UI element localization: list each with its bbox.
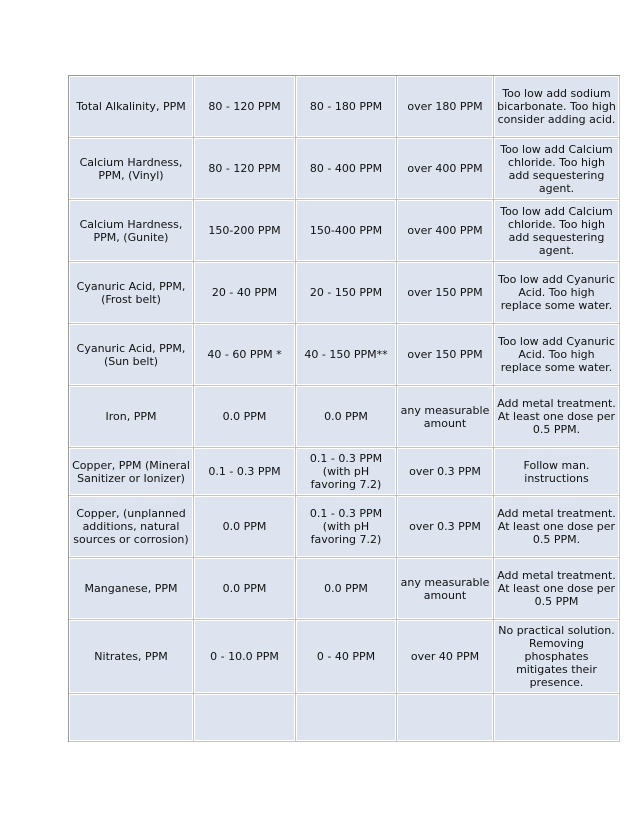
ideal-range-cell: 0.0 PPM [194, 496, 296, 558]
table-row [69, 558, 620, 620]
parameter-cell: Total Alkalinity, PPM [69, 76, 194, 138]
ideal-range-cell: 0.1 - 0.3 PPM [194, 448, 296, 496]
remedy-cell: Too low add sodium bicarbonate. Too high consider adding acid. [494, 76, 620, 138]
action-level-cell: any measurable amount [397, 558, 494, 620]
remedy-cell: Add metal treatment. At least one dose per 0.5 PPM [494, 558, 620, 620]
action-level-cell: over 180 PPM [397, 76, 494, 138]
ideal-range-cell: 40 - 60 PPM * [194, 324, 296, 386]
acceptable-range-cell: 0.0 PPM [296, 386, 397, 448]
remedy-cell: Too low add Cyanuric Acid. Too high replace some water. [494, 262, 620, 324]
action-level-cell: any measurable amount [397, 386, 494, 448]
water-chemistry-table [68, 75, 620, 742]
parameter-cell: Cyanuric Acid, PPM, (Frost belt) [69, 262, 194, 324]
acceptable-range-cell: 80 - 180 PPM [296, 76, 397, 138]
table-row [69, 448, 620, 496]
parameter-cell: Cyanuric Acid, PPM, (Sun belt) [69, 324, 194, 386]
ideal-range-cell: 80 - 120 PPM [194, 138, 296, 200]
table-row [69, 76, 620, 138]
remedy-cell: Too low add Calcium chloride. Too high add sequestering agent. [494, 138, 620, 200]
action-level-cell: over 0.3 PPM [397, 496, 494, 558]
action-level-cell: over 0.3 PPM [397, 448, 494, 496]
remedy-cell [494, 694, 620, 742]
acceptable-range-cell: 20 - 150 PPM [296, 262, 397, 324]
acceptable-range-cell: 40 - 150 PPM** [296, 324, 397, 386]
action-level-cell: over 150 PPM [397, 262, 494, 324]
table-row [69, 324, 620, 386]
table-row [69, 386, 620, 448]
remedy-cell: Too low add Calcium chloride. Too high add sequestering agent. [494, 200, 620, 262]
parameter-cell: Calcium Hardness, PPM, (Vinyl) [69, 138, 194, 200]
parameter-cell: Calcium Hardness, PPM, (Gunite) [69, 200, 194, 262]
action-level-cell: over 150 PPM [397, 324, 494, 386]
parameter-cell: Copper, (unplanned additions, natural sources or corrosion) [69, 496, 194, 558]
acceptable-range-cell: 80 - 400 PPM [296, 138, 397, 200]
acceptable-range-cell: 150-400 PPM [296, 200, 397, 262]
remedy-cell: Follow man. instructions [494, 448, 620, 496]
ideal-range-cell: 20 - 40 PPM [194, 262, 296, 324]
ideal-range-cell: 80 - 120 PPM [194, 76, 296, 138]
parameter-cell: Copper, PPM (Mineral Sanitizer or Ionizer) [69, 448, 194, 496]
parameter-cell: Manganese, PPM [69, 558, 194, 620]
parameter-cell: Iron, PPM [69, 386, 194, 448]
ideal-range-cell: 0.0 PPM [194, 558, 296, 620]
action-level-cell: over 400 PPM [397, 138, 494, 200]
acceptable-range-cell [296, 694, 397, 742]
ideal-range-cell: 0 - 10.0 PPM [194, 620, 296, 694]
parameter-cell [69, 694, 194, 742]
ideal-range-cell: 0.0 PPM [194, 386, 296, 448]
remedy-cell: Add metal treatment. At least one dose per 0.5 PPM. [494, 386, 620, 448]
remedy-cell: No practical solution. Removing phosphates mitigates their presence. [494, 620, 620, 694]
acceptable-range-cell: 0.0 PPM [296, 558, 397, 620]
action-level-cell: over 400 PPM [397, 200, 494, 262]
ideal-range-cell [194, 694, 296, 742]
table-row [69, 138, 620, 200]
ideal-range-cell: 150-200 PPM [194, 200, 296, 262]
water-chemistry-table-container [68, 75, 619, 742]
table-row [69, 496, 620, 558]
table-row [69, 200, 620, 262]
table-row [69, 262, 620, 324]
action-level-cell: over 40 PPM [397, 620, 494, 694]
acceptable-range-cell: 0.1 - 0.3 PPM (with pH favoring 7.2) [296, 496, 397, 558]
acceptable-range-cell: 0 - 40 PPM [296, 620, 397, 694]
table-row [69, 620, 620, 694]
acceptable-range-cell: 0.1 - 0.3 PPM (with pH favoring 7.2) [296, 448, 397, 496]
action-level-cell [397, 694, 494, 742]
table-row [69, 694, 620, 742]
remedy-cell: Too low add Cyanuric Acid. Too high replace some water. [494, 324, 620, 386]
remedy-cell: Add metal treatment. At least one dose per 0.5 PPM. [494, 496, 620, 558]
parameter-cell: Nitrates, PPM [69, 620, 194, 694]
